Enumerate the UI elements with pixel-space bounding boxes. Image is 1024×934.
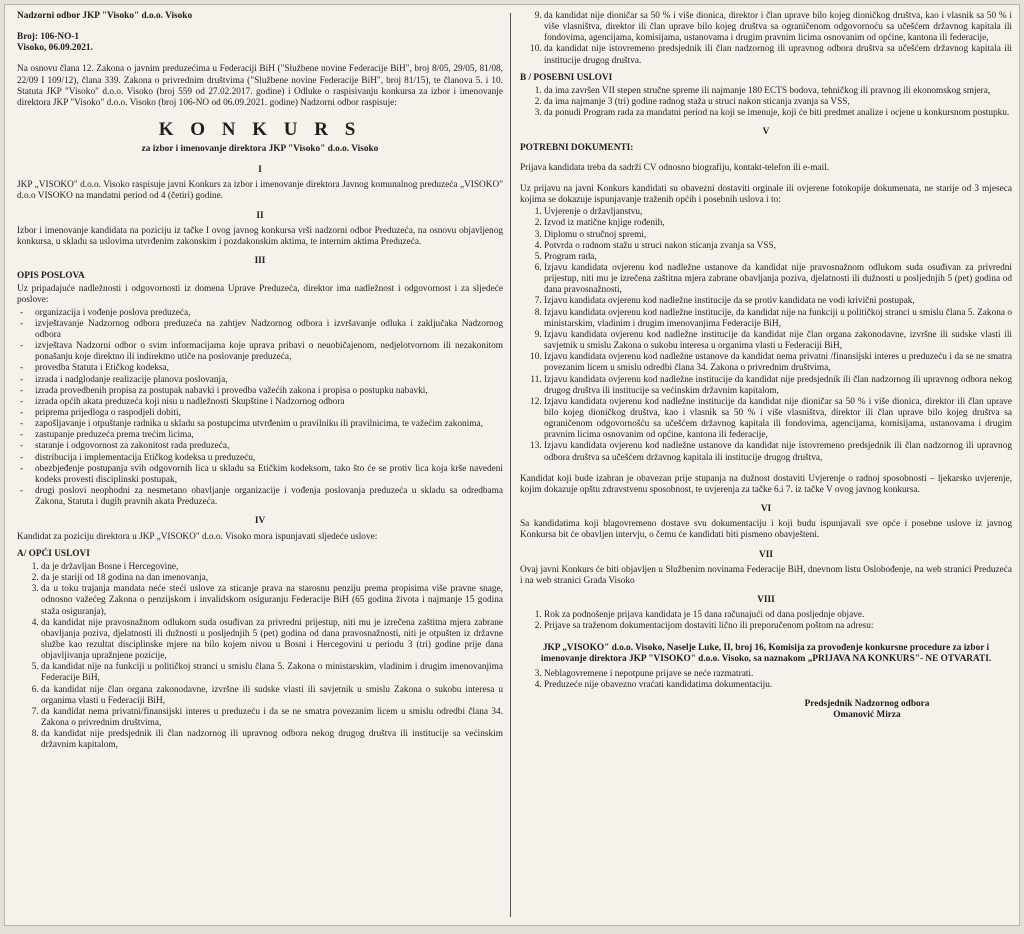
- general-conditions-list: [17, 562, 503, 752]
- list-item: - zastupanje preduzeća prema trećim licima,: [35, 430, 503, 441]
- submission-list: [520, 610, 1012, 632]
- section-number-1: I: [258, 165, 262, 176]
- list-item: 1. da ima završen VII stepen stručne spreme ili najmanje 180 ECTS bodova, tehničkog ili pravnog ili ekonomskog smjera,: [544, 86, 1012, 97]
- documents-cv-note: Prijava kandidata treba da sadrži CV odnosno biografiju, kontakt-telefon ili e-mail.: [520, 162, 830, 173]
- list-item: 8. da kandidat nije predsjednik ili član nadzornog ili upravnog odbora nekog drugog društva ili institucije sa većinskim državnim kapitalom,: [41, 729, 503, 751]
- section-number-2: II: [256, 210, 264, 221]
- list-item: 10. Izjavu kandidata ovjerenu kod nadležne ustanove da kandidat nema privatni /finansijski interes u preduzeću i da se ne smatra povezanim licem u smislu odredbi člana 34. Zakona o privrednim društvima,: [544, 352, 1012, 374]
- section-number-5: V: [762, 127, 770, 138]
- list-item: 3. Diplomu o stručnoj spremi,: [544, 230, 1012, 241]
- submission-address: JKP „VISOKO" d.o.o. Visoko, Naselje Luke, II, broj 16, Komisija za provođenje konkursne procedure za izbor i imenovanje direktora JKP "VISOKO" d.o.o. Visoko, sa naznakom „PRIJAVA NA KONKURS"- NE OTVARATI.: [540, 642, 992, 664]
- list-item: - distribucija i implementacija Etičkog kodeksa u preduzeću,: [35, 453, 503, 464]
- signatory-role: Predsjednik Nadzornog odbora: [804, 699, 930, 710]
- list-item: - izvještava Nadzorni odbor o svim informacijama koje uprava pribavi o neuobičajenom, nedjelotvornom ili nezakonitom ponašanju koje direktno ili indirektno utiče na poslovanje preduzeća,: [35, 341, 503, 363]
- medical-certificate-note: Kandidat koji bude izabran je obavezan prije stupanja na dužnost dostaviti Uvjerenje o radnoj sposobnosti – ljekarsko uvjerenje, kojim dokazuje opštu zdravstvenu sposobnost, te uvjerenja za tačke 6.i 7. iz tačke V ovog javnog konkursa.: [520, 473, 1012, 495]
- documents-intro: Uz prijavu na javni Konkurs kandidati su obavezni dostaviti orginale ili ovjerene fotokopije dokumenata, ne starije od 3 mjeseca kojima se dokazuje ispunjavanje traženih općih i posebnih uslova i to:: [520, 183, 1012, 206]
- general-conditions-heading: A/ OPĆI USLOVI: [17, 548, 90, 559]
- section-4-intro: Kandidat za poziciju direktora u JKP „VISOKO" d.o.o. Visoko mora ispunjavati sljedeće uslove:: [17, 531, 378, 542]
- section-3-intro: Uz pripadajuće nadležnosti i odgovornosti iz domena Uprave Preduzeća, direktor ima nadležnost i odgovornost i za sljedeće poslove:: [17, 284, 503, 306]
- list-item: 2. Izvod iz matične knjige rođenih,: [544, 218, 1012, 229]
- list-item: 7. Izjavu kandidata ovjerenu kod nadležne institucije da se protiv kandidata ne vodi krivični postupak,: [544, 296, 1012, 307]
- intro-paragraph: Na osnovu člana 12. Zakona o javnim preduzećima u Federaciji BiH ("Službene novine Federacije BiH", broj 8/05, 29/05, 81/08, 22/09 I 109/12), člana 339. Zakona o privrednim društvima ("Službene novine Federacije BiH", broj 81/15), te članova 5. i 10. Statuta JKP "Visoko" d.o.o. Visoko (broj 559 od 27.02.2017. godine) i Odluke o raspisivanju konkursa za izbor i imenovanje direktora JKP "Visoko" d.o.o. Visoko (broj 106-NO od 06.09.2021. godine) Nadzorni odbor raspisuje:: [17, 64, 503, 108]
- section-3-heading: OPIS POSLOVA: [17, 271, 85, 282]
- list-item: 7. da kandidat nema privatni/finansijski interes u preduzeću i da se ne smatra povezanim licem u smislu odredbi člana 34. Zakona o privrednim društvima,: [41, 707, 503, 729]
- list-item: 4. da kandidat nije pravosnažnom odlukom suda osuđivan za privredni prijestup, niti mu je izrečena zaštitna mjera zabrane obavljanja poziva, djelatnosti ili dužnosti u posljednjih 5 (pet) godina od dana pravosnažnosti, niti je otpušten iz državne službe kao rezultat disciplinske mjere na bilo kojem nivou u Bosni i Hercegovini u periodu 3 (tri) godine prije dana objavljivanja upražnjene pozicije,: [41, 618, 503, 663]
- section-number-4: IV: [254, 516, 266, 527]
- section-number-6: VI: [760, 504, 772, 515]
- submission-list-continued: [520, 669, 1012, 691]
- document-number: Broj: 106-NO-1: [17, 32, 80, 43]
- list-item: 4. Potvrda o radnom stažu u struci nakon sticanja zvanja sa VSS,: [544, 241, 1012, 252]
- signatory-name: Omanović Mirza: [833, 710, 901, 721]
- special-conditions-list: [520, 86, 1012, 119]
- column-divider: [510, 13, 511, 917]
- list-item: 2. da ima najmanje 3 (tri) godine radnog staža u struci nakon sticanja zvanja sa VSS,: [544, 97, 1012, 108]
- list-item: - izrada općih akata preduzeća koji nisu u nadležnosti Skupštine i Nadzornog odbora: [35, 397, 503, 408]
- list-item: 10. da kandidat nije istovremeno predsjednik ili član nadzornog ili upravnog odbora društva sa učešćem državnog kapitala ili institucije drugog društva.: [544, 44, 1012, 66]
- right-column: [520, 11, 1012, 919]
- general-conditions-list-continued: [520, 11, 1012, 67]
- list-item: 5. da kandidat nije na funkciji u političkoj stranci u smislu člana 5. Zakona o ministarskim, vladinim i drugim imenovanjima Federacije BiH,: [41, 662, 503, 684]
- documents-list: [520, 207, 1012, 464]
- list-item: 4. Preduzeće nije obavezno vraćati kandidatima dokumentaciju.: [544, 680, 1012, 691]
- list-item: - organizacija i vođenje poslova preduzeća,: [35, 308, 503, 319]
- list-item: - zapošljavanje i otpuštanje radnika u skladu sa postupcima utvrđenim u pravilniku ili pravilnicima, te važećim zakonima,: [35, 419, 503, 430]
- left-column: [17, 11, 503, 919]
- newspaper-page: [4, 4, 1020, 926]
- section-1-text: JKP „VISOKO" d.o.o. Visoko raspisuje javni Konkurs za izbor i imenovanje direktora Javnog komunalnog preduzeća „VISOKO" d.o.o VISOKO na mandatni period od 4 (četiri) godine.: [17, 180, 503, 202]
- list-item: 12. Izjavu kandidata ovjerenu kod nadležne institucije da kandidat nije dioničar sa 50 % i više dionica, direktor ili član uprave bilo kojeg dioničkog društva, kao i vlasnik sa 50 % i više vlasništva, direktor ili član uprave bilo kojeg društva sa ograničenom odgovornošću sa učešćem državnog kapitala ili fondovima, agencijama, komisijama, ustanovama i drugim pravnim licima osnovanim od općine, kantona ili federacije,: [544, 397, 1012, 442]
- special-conditions-heading: B / POSEBNI USLOVI: [520, 72, 613, 83]
- section-7-text: Ovaj javni Konkurs će biti objavljen u Službenim novinama Federacije BiH, dnevnom listu Oslobođenje, na web stranici Preduzeća i na web stranici Grada Visoko: [520, 564, 1012, 586]
- section-number-7: VII: [759, 549, 773, 560]
- document-subtitle: za izbor i imenovanje direktora JKP "Visoko" d.o.o. Visoko: [141, 143, 379, 154]
- section-number-8: VIII: [757, 595, 775, 606]
- documents-heading: POTREBNI DOKUMENTI:: [520, 142, 634, 153]
- list-item: 9. da kandidat nije dioničar sa 50 % i više dionica, direktor i član uprave bilo kojeg dioničkog društva, kao i vlasnik sa 50 % i više vlasništva, direktor ili član uprave bilo kojeg društva sa ograničenom odgovornoću sa učešćem državnog kapitala ili fondovima, agencijama, komisijama, ustanovama i drugim pravnim licima osnovanim od općine, kantona ili federacije,: [544, 11, 1012, 44]
- list-item: 3. Neblagovremene i nepotpune prijave se neće razmatrati.: [544, 669, 1012, 680]
- list-item: - izrada i nadglodanje realizacije planova poslovanja,: [35, 375, 503, 386]
- section-number-3: III: [254, 255, 266, 266]
- list-item: 13. Izjavu kandidata ovjerenu kod nadležne ustanove da kandidat nije istovremeno predsjednik ili član nadzornog ili upravnog odbora društva sa učešćem državnog kapitala ili institucije drugog društva,: [544, 441, 1012, 463]
- list-item: 3. da u toku trajanja mandata neće steći uslove za sticanje prava na starosnu penziju prema propisima više pravne snage, odnosno važećeg Zakona o penzijskom i invalidskom osiguranju Federacije BiH (65 godina života i najmanje 15 godina staža osiguranja),: [41, 584, 503, 617]
- section-6-text: Sa kandidatima koji blagovremeno dostave svu dokumentaciju i koji budu ispunjavali sve opće i posebne uslove iz javnog Konkursa bit će obavljen intervju, o čemu će kandidati biti pismeno obavješteni.: [520, 519, 1012, 541]
- list-item: 5. Program rada,: [544, 252, 1012, 263]
- document-title: K O N K U R S: [158, 119, 362, 141]
- list-item: 6. da kandidat nije član organa zakonodavne, izvršne ili sudske vlasti ili savjetnik u smislu Zakona o sukobu interesa u organima vlasti u Federaciji BiH,: [41, 685, 503, 707]
- list-item: - izvještavanje Nadzornog odbora preduzeća na zahtjev Nadzornog odbora i izvršavanje odluka i zaključaka Nadzornog odbora: [35, 319, 503, 341]
- document-date: Visoko, 06.09.2021.: [17, 43, 93, 54]
- signature-block: [520, 699, 1012, 721]
- list-item: 9. Izjavu kandidata ovjerenu kod nadležne institucije da kandidat nije član organa zakonodavne, izvršne ili sudske vlasti ili savjetnik u smislu Zakona o sukobu interesa u organima vlasti u Federaciji BiH,: [544, 330, 1012, 352]
- list-item: 2. da je stariji od 18 godina na dan imenovanja,: [41, 573, 503, 584]
- list-item: 1. da je državljan Bosne i Hercegovine,: [41, 562, 503, 573]
- list-item: - staranje i odgovornost za zakonitost rada preduzeća,: [35, 441, 503, 452]
- list-item: 6. Izjavu kandidata ovjerenu kod nadležne ustanove da kandidat nije pravosnažnom odlukom suda osuđivan za privredni prijestup, niti mu je izrečena zaštitna mjera zabrane obavljanja poziva, djelatnosti ili dužnosti u posljednjih 5 (pet) godina od dana pravosnažnosti,: [544, 263, 1012, 296]
- list-item: 2. Prijave sa traženom dokumentacijom dostaviti lično ili preporučenom poštom na adresu:: [544, 621, 1012, 632]
- duties-list: [17, 308, 503, 509]
- section-2-text: Izbor i imenovanje kandidata na poziciju iz tačke I ovog javnog konkursa vrši nadzorni odbor Preduzeća, na osnovu objavljenog konkursa, u skladu sa uslovima utvrđenim zakonskim i pozdakonskim aktima, te internim aktima Preduzeća.: [17, 225, 503, 247]
- list-item: 1. Uvjerenje o državljanstvu,: [544, 207, 1012, 218]
- list-item: 11. Izjavu kandidata ovjerenu kod nadležne institucije da kandidat nije predsjednik ili član nadzornog ili upravnog odbora nekog drugog društva ili institucije sa većinskim državnim kapitalom,: [544, 375, 1012, 397]
- list-item: - obezbjeđenje postupanja svih odgovornih lica u skladu sa Etičkim kodeksom, tako što će se protiv lica koja krše navedeni kodeks provesti disciplinski postupak,: [35, 464, 503, 486]
- list-item: - priprema prijedloga o raspodjeli dobiti,: [35, 408, 503, 419]
- list-item: - provedba Statuta i Etičkog kodeksa,: [35, 363, 503, 374]
- list-item: - drugi poslovi neophodni za nesmetano obavljanje organizacije i vođenja poslovanja preduzeća u skladu sa odredbama Zakona, Statuta i dugih pravnih akata Preduzeća.: [35, 486, 503, 508]
- list-item: 1. Rok za podnošenje prijava kandidata je 15 dana računajući od dana posljednje objave.: [544, 610, 1012, 621]
- list-item: - izrada provedbenih propisa za postupak nabavki i provedba važećih zakona i propisa o postupku nabavki,: [35, 386, 503, 397]
- issuer: Nadzorni odbor JKP "Visoko" d.o.o. Visoko: [17, 11, 193, 21]
- list-item: 3. da ponudi Program rada za mandatni period na koji se imenuje, koji će biti predmet analize i ocjene u konkursnom postupku.: [544, 108, 1012, 119]
- list-item: 8. Izjavu kandidata ovjerenu kod nadležne institucije, da kandidat nije na funkciji u političkoj stranci u smislu člana 5. Zakona o ministarskim, vladinim i drugim imenovanjima Federacije BiH,: [544, 308, 1012, 330]
